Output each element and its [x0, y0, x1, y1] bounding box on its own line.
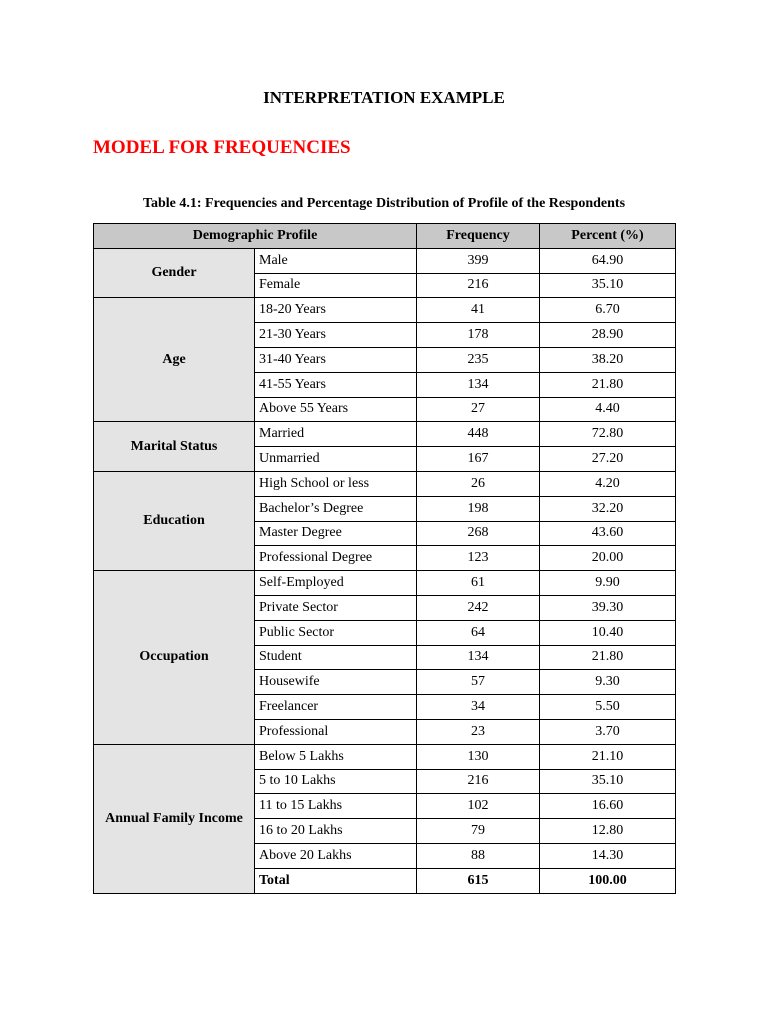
percent-cell: 9.90	[540, 571, 676, 596]
frequency-cell: 79	[417, 819, 540, 844]
frequency-cell: 268	[417, 521, 540, 546]
table-row	[94, 571, 676, 596]
frequency-cell: 26	[417, 471, 540, 496]
item-cell: High School or less	[255, 471, 417, 496]
category-cell: Marital Status	[94, 422, 255, 472]
percent-cell: 27.20	[540, 447, 676, 472]
item-cell: Married	[255, 422, 417, 447]
percent-cell: 64.90	[540, 248, 676, 273]
percent-cell: 21.80	[540, 372, 676, 397]
percent-cell: 39.30	[540, 595, 676, 620]
percent-cell: 43.60	[540, 521, 676, 546]
item-cell: Professional	[255, 719, 417, 744]
table-caption: Table 4.1: Frequencies and Percentage Distribution of Profile of the Respondents	[142, 196, 626, 211]
header-demographic-profile: Demographic Profile	[94, 224, 417, 249]
item-cell: Above 55 Years	[255, 397, 417, 422]
percent-cell: 4.40	[540, 397, 676, 422]
table-row	[94, 248, 676, 273]
item-cell: 16 to 20 Lakhs	[255, 819, 417, 844]
item-cell: 11 to 15 Lakhs	[255, 794, 417, 819]
header-row	[94, 224, 676, 249]
item-cell: 18-20 Years	[255, 298, 417, 323]
category-cell: Gender	[94, 248, 255, 298]
item-cell: Female	[255, 273, 417, 298]
item-cell: Professional Degree	[255, 546, 417, 571]
frequency-table	[93, 223, 676, 894]
frequency-cell: 27	[417, 397, 540, 422]
item-cell: Self-Employed	[255, 571, 417, 596]
percent-cell: 9.30	[540, 670, 676, 695]
percent-cell: 3.70	[540, 719, 676, 744]
frequency-cell: 102	[417, 794, 540, 819]
frequency-cell: 130	[417, 744, 540, 769]
item-cell: Student	[255, 645, 417, 670]
frequency-cell: 64	[417, 620, 540, 645]
percent-cell: 28.90	[540, 323, 676, 348]
item-cell: Total	[255, 868, 417, 893]
frequency-cell: 134	[417, 372, 540, 397]
frequency-cell: 41	[417, 298, 540, 323]
table-row	[94, 744, 676, 769]
document-title: INTERPRETATION EXAMPLE	[263, 88, 505, 107]
table-row	[94, 471, 676, 496]
percent-cell: 14.30	[540, 843, 676, 868]
frequency-cell: 61	[417, 571, 540, 596]
frequency-cell: 615	[417, 868, 540, 893]
item-cell: Master Degree	[255, 521, 417, 546]
frequency-cell: 178	[417, 323, 540, 348]
table-header	[94, 224, 676, 249]
frequency-cell: 235	[417, 347, 540, 372]
section-heading: MODEL FOR FREQUENCIES	[93, 137, 351, 158]
percent-cell: 100.00	[540, 868, 676, 893]
category-cell: Age	[94, 298, 255, 422]
item-cell: Private Sector	[255, 595, 417, 620]
percent-cell: 32.20	[540, 496, 676, 521]
frequency-cell: 134	[417, 645, 540, 670]
frequency-cell: 242	[417, 595, 540, 620]
percent-cell: 38.20	[540, 347, 676, 372]
frequency-cell: 34	[417, 695, 540, 720]
frequency-cell: 399	[417, 248, 540, 273]
frequency-cell: 216	[417, 769, 540, 794]
item-cell: Above 20 Lakhs	[255, 843, 417, 868]
category-cell: Occupation	[94, 571, 255, 745]
frequency-cell: 448	[417, 422, 540, 447]
percent-cell: 16.60	[540, 794, 676, 819]
percent-cell: 12.80	[540, 819, 676, 844]
item-cell: Male	[255, 248, 417, 273]
frequency-cell: 23	[417, 719, 540, 744]
item-cell: Unmarried	[255, 447, 417, 472]
percent-cell: 72.80	[540, 422, 676, 447]
header-percent: Percent (%)	[540, 224, 676, 249]
table-row	[94, 422, 676, 447]
item-cell: Housewife	[255, 670, 417, 695]
percent-cell: 35.10	[540, 769, 676, 794]
frequency-cell: 216	[417, 273, 540, 298]
percent-cell: 5.50	[540, 695, 676, 720]
percent-cell: 20.00	[540, 546, 676, 571]
table-body	[94, 248, 676, 893]
percent-cell: 10.40	[540, 620, 676, 645]
frequency-cell: 88	[417, 843, 540, 868]
frequency-cell: 198	[417, 496, 540, 521]
frequency-cell: 167	[417, 447, 540, 472]
percent-cell: 4.20	[540, 471, 676, 496]
percent-cell: 21.80	[540, 645, 676, 670]
header-frequency: Frequency	[417, 224, 540, 249]
item-cell: 31-40 Years	[255, 347, 417, 372]
category-cell: Annual Family Income	[94, 744, 255, 893]
percent-cell: 35.10	[540, 273, 676, 298]
item-cell: Freelancer	[255, 695, 417, 720]
item-cell: Below 5 Lakhs	[255, 744, 417, 769]
table-row	[94, 298, 676, 323]
category-cell: Education	[94, 471, 255, 570]
item-cell: Public Sector	[255, 620, 417, 645]
item-cell: 21-30 Years	[255, 323, 417, 348]
frequency-cell: 123	[417, 546, 540, 571]
percent-cell: 21.10	[540, 744, 676, 769]
frequency-cell: 57	[417, 670, 540, 695]
item-cell: 5 to 10 Lakhs	[255, 769, 417, 794]
item-cell: 41-55 Years	[255, 372, 417, 397]
percent-cell: 6.70	[540, 298, 676, 323]
item-cell: Bachelor’s Degree	[255, 496, 417, 521]
